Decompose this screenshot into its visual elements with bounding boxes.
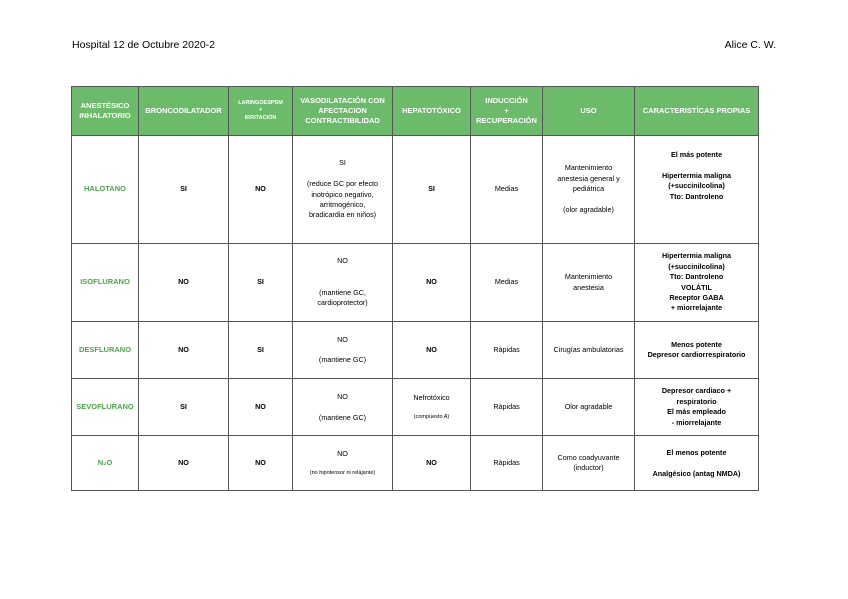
- cell-induccion: Rápidas: [471, 322, 543, 379]
- cell-uso: Como coadyuvante (inductor): [543, 436, 635, 491]
- cell-induccion: Rápidas: [471, 436, 543, 491]
- cell-uso: Mantenimiento anestesia general y pediátrica (olor agradable): [543, 136, 635, 244]
- table-row-desflurano: [72, 322, 759, 379]
- vaso-main: NO: [337, 256, 348, 266]
- cell-vaso: [293, 436, 393, 491]
- cell-laringo: NO: [229, 436, 293, 491]
- cell-laringo: NO: [229, 136, 293, 244]
- header-author: Alice C. W.: [724, 39, 776, 51]
- cell-caract: El menos potente Analgésico (antag NMDA): [635, 436, 759, 491]
- cell-vaso: [293, 322, 393, 379]
- cell-bronco: SI: [139, 379, 229, 436]
- cell-bronco: NO: [139, 436, 229, 491]
- header-hospital: Hospital 12 de Octubre 2020-2: [72, 39, 216, 51]
- table-row-sevoflurano: [72, 379, 759, 436]
- col-broncodilatador: BRONCODILATADOR: [139, 87, 229, 136]
- cell-caract: Depresor cardiaco + respiratorio El más empleado - miorrelajante: [635, 379, 759, 436]
- cell-caract: Menos potente Depresor cardiorrespiratorio: [635, 322, 759, 379]
- col-vasodilatacion: VASODILATACIÓN CON AFECTACION CONTRACTIBILIDAD: [293, 87, 393, 136]
- vaso-detail: (mantiene GC, cardioprotector): [317, 287, 368, 308]
- cell-vaso: [293, 136, 393, 244]
- cell-name: DESFLURANO: [72, 322, 139, 379]
- vaso-main: NO: [337, 448, 348, 458]
- anesthetics-table: [71, 86, 759, 491]
- cell-hepato: NO: [393, 436, 471, 491]
- cell-hepato: [393, 379, 471, 436]
- vaso-detail: (no hipotensor ni relajante): [309, 469, 376, 476]
- cell-bronco: NO: [139, 244, 229, 322]
- cell-laringo: NO: [229, 379, 293, 436]
- vaso-detail: (mantiene GC): [318, 412, 367, 422]
- vaso-main: SI: [339, 158, 346, 168]
- vaso-detail: (reduce GC por efecto inotrópico negativo, arritmogénico, bradicardia en niños): [306, 179, 379, 220]
- cell-laringo: SI: [229, 322, 293, 379]
- hepato-detail: (compuesto A): [413, 413, 450, 420]
- vaso-detail: (mantiene GC): [318, 355, 367, 365]
- cell-vaso: [293, 244, 393, 322]
- cell-name: N₂O: [72, 436, 139, 491]
- col-laringoespasmo: LARINGOESPSM + IRRITACIÓN: [229, 87, 293, 136]
- cell-vaso: [293, 379, 393, 436]
- cell-name: HALOTANO: [72, 136, 139, 244]
- cell-laringo: SI: [229, 244, 293, 322]
- hepato-main: Nefrotóxico: [413, 392, 450, 402]
- cell-uso: Mantenimiento anestesia: [543, 244, 635, 322]
- cell-name: ISOFLURANO: [72, 244, 139, 322]
- table-row-isoflurano: [72, 244, 759, 322]
- cell-hepato: SI: [393, 136, 471, 244]
- col-anestesico: ANESTÉSICO INHALATORIO: [72, 87, 139, 136]
- col-induccion: INDUCCIÓN + RECUPERACIÓN: [471, 87, 543, 136]
- table-row-n2o: [72, 436, 759, 491]
- cell-name: SEVOFLURANO: [72, 379, 139, 436]
- table-header-row: [72, 87, 759, 136]
- cell-induccion: Medias: [471, 244, 543, 322]
- cell-uso: Olor agradable: [543, 379, 635, 436]
- cell-bronco: SI: [139, 136, 229, 244]
- table-row-halotano: [72, 136, 759, 244]
- vaso-main: NO: [337, 334, 348, 344]
- col-caracteristicas: CARACTERISTÍCAS PROPIAS: [635, 87, 759, 136]
- cell-hepato: NO: [393, 244, 471, 322]
- vaso-main: NO: [337, 391, 348, 401]
- cell-uso: Cirugías ambulatorias: [543, 322, 635, 379]
- cell-induccion: Rápidas: [471, 379, 543, 436]
- cell-caract: Hipertermia maligna (+succinilcolina) Tto: Dantroleno VOLÁTIL Receptor GABA + miorrelajante: [635, 244, 759, 322]
- col-hepatotoxico: HEPATOTÓXICO: [393, 87, 471, 136]
- cell-induccion: Medias: [471, 136, 543, 244]
- col-uso: USO: [543, 87, 635, 136]
- cell-bronco: NO: [139, 322, 229, 379]
- cell-hepato: NO: [393, 322, 471, 379]
- cell-caract: El más potente Hipertermia maligna (+succinilcolina) Tto: Dantroleno: [635, 136, 759, 244]
